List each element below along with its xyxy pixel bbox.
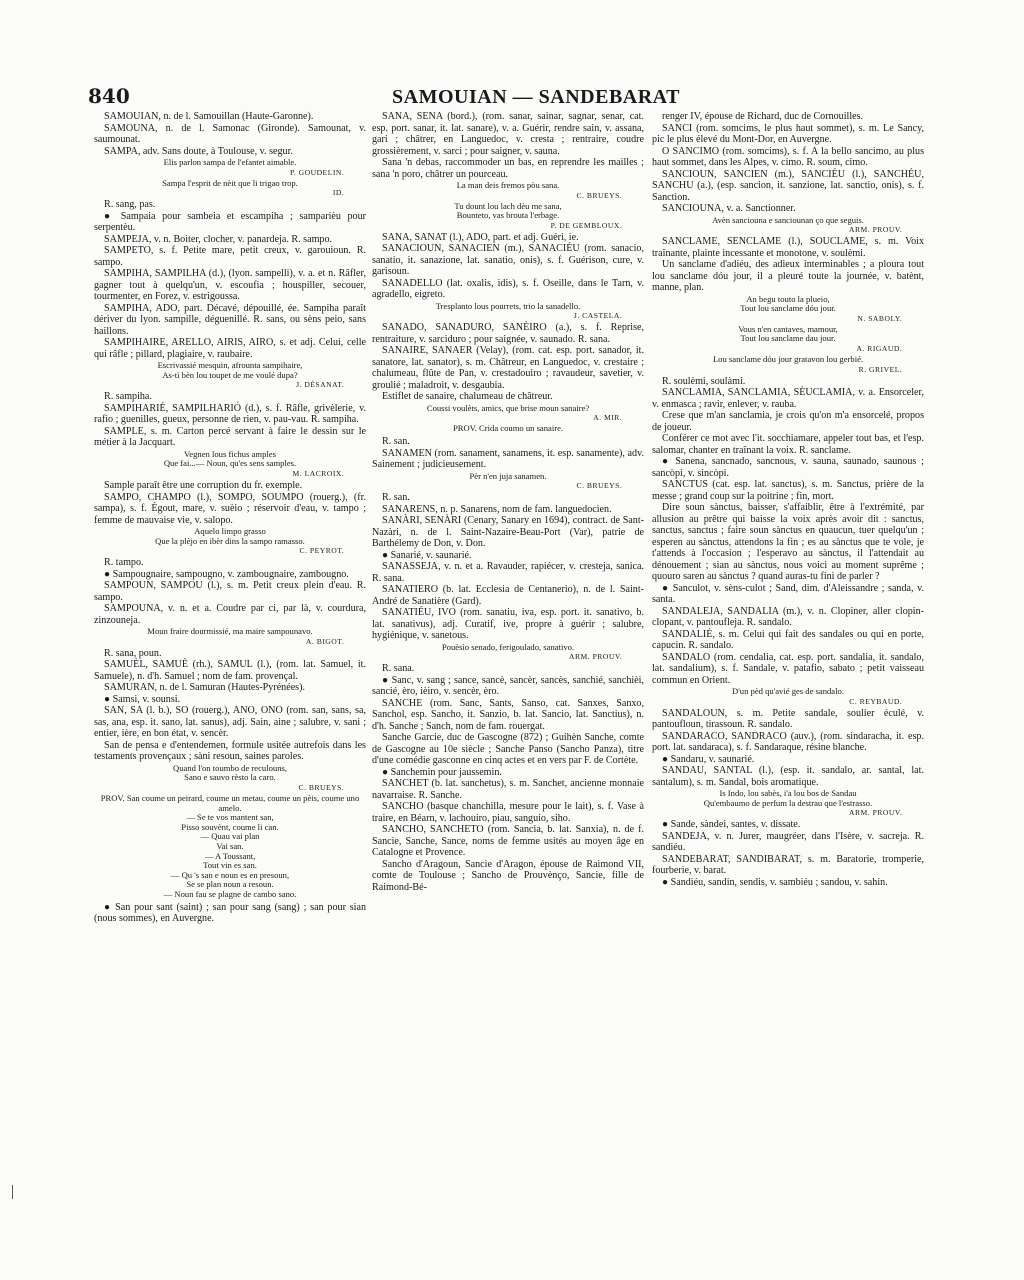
quotation-line: Coussi voulèts, amics, que brise moun sanaire? [426,402,590,413]
quotation-author: C. BRUEYS. [576,481,623,491]
quotation-line: Tout lou sanclame dóu jour. [740,303,836,314]
quotation-line: Pouèsìo senado, ferigoulado, sanativo. [441,641,575,652]
dictionary-entry: R. sana, poun. [104,647,162,659]
dictionary-entry: R. san. [382,436,410,448]
dictionary-entry: SANÀRI, SENÀRI (Cenary, Sanary en 1694), contract. de Sant-Nazàri, n. de l. Saint-Nazaire-Beau-Port (Var), patrie de Barthélemy de Don, v. Don. [372,515,644,550]
dictionary-entry: ● Sanchemin pour jaussemin. [382,766,502,778]
dictionary-entry: SAMPIHAIRE, ARELLO, AIRIS, AIRO, s. et adj. Celui, celle qui râfle ; pillard, plagiaire, v. raubaire. [94,337,366,360]
quotation-line: Vegnen lous fichus amples [184,448,276,459]
dictionary-entry: SAMPIHA, SAMPILHA (d.), (lyon. sampelli), v. a. et n. Râfler, gagner tout à quelqu'un, v. escoufia ; houspiller, secouer, tourmenter, en Forez, v. estrigoussa. [94,268,366,303]
dictionary-entry: Sancho d'Aragoun, Sancie d'Aragon, épouse de Raimond VII, comte de Toulouse ; Sancho de Prouvènço, Sancie, fille de Raimond-Bé- [372,858,644,893]
quotation-author: M. LACROIX. [292,469,345,479]
dictionary-entry: R. san. [382,492,410,504]
quotation-author: A. RIGAUD. [856,343,903,353]
dictionary-entry: R. sampiha. [104,391,152,403]
quotation [94,158,366,177]
dictionary-entry: SANDAU, SANTAL (l.), (esp. it. sandalo, ar. santal, lat. santalum), s. m. Sandal, bois aromatique. [652,765,924,788]
quotation [652,216,924,235]
quotation-line: — Se te vos mantent san, [186,812,274,823]
dictionary-entry: ● Sanena, sancnado, sancnous, v. sauna, saunado, saunous ; sancòpi, v. sincòpi. [652,456,924,479]
quotation-author: C. BRUEYS. [576,190,623,200]
dictionary-entry: SANCHO, SANCHETO (rom. Sancia, b. lat. Sanxia), n. de f. Sancie, Sanche, Sance, noms de femme usités au moyen âge en Catalogne et Provence. [372,824,644,859]
quotation-line: Pèr n'en juja sanamen. [469,470,547,481]
quotation-line: — A Toussant, [204,850,256,861]
quotation-line: Sano e sauvo rèsto la caro. [184,772,276,783]
quotation-author: ARM. PROUV. [568,652,623,662]
dictionary-entry: SANDARACO, SANDRACO (auv.), (rom. sindaracha, it. esp. port. lat. sandaraca), s. f. Sandaraque, résine blanche. [652,730,924,754]
column-left [94,111,366,1216]
quotation-line: Tu dount lou lach dèu me sana, [454,200,562,211]
running-title: SAMOUIAN — SANDEBARAT [392,86,680,108]
quotation [652,295,924,323]
quotation [372,643,644,662]
dictionary-entry: Sample paraît être une corruption du fr. exemple. [104,480,303,492]
quotation [652,355,924,374]
dictionary-entry: SANA, SANAT (l.), ADO, part. et adj. Guéri, ie. [382,231,579,243]
dictionary-entry: R. soulèmi, soulàmi. [662,375,746,387]
quotation [94,527,366,555]
dictionary-entry: SANADO, SANADURO, SANÈIRO (a.), s. f. Reprise, rentraiture, v. sarciduro ; pour saignée, v. saunado. R. sana. [372,322,644,345]
quotation-line: D'un pèd qu'avié ges de sandalo. [732,686,844,697]
dictionary-entry: Dire soun sànctus, baisser, s'affaiblir, être à l'extrémité, par allusion au prêtre qui baisse la voix après avoir dit : sanctus, sanctus, sanctus ; faire soun sànctus en quaucun, tuer quelqu'un ; esperen au sànctus, attendons la fin ; es au sànctus que te vole, je t'attends à l'occasion ; l'esperavo au sànctus, il l'attendait au dénouement ; sian au sànctus, nous voici au moment suprême ; quouro saren au sànctus ? quand auras-tu fini de parler ? [652,502,924,583]
dictionary-entry: SAMUÈL, SAMUÈ (rh.), SAMUL (l.), (rom. lat. Samuel, it. Samuele), n. d'h. Samuel ; nom de fam. provençal. [94,659,366,682]
quotation [652,789,924,817]
dictionary-entry: Un sanclame d'adiéu, des adieux interminables ; a ploura tout lou sanclame dóu jour, il a pleuré toute la journée, v. batènt, manne, plan. [652,259,924,294]
quotation-line: Vai san. [216,841,244,851]
dictionary-entry: Conférer ce mot avec l'it. socchiamare, appeler tout bas, et l'esp. salomar, chanter en traînant la voix. R. sanclame. [652,433,924,456]
dictionary-entry: SANCHE (rom. Sanc, Sants, Sanso, cat. Sanxes, Sanxo, Sanchol, esp. Sancho, it. Sanzio, b. lat. Sancio, lat. Sanctius), n. d'h. Sanche ; Sanch, nom de fam. rouergat. [372,697,644,732]
page-number: 840 [88,84,130,108]
quotation-author: C. REYBAUD. [849,696,903,706]
dictionary-entry: SANCIOUN, SANCIEN (m.), SANCIÉU (l.), SANCHÉU, SANCHU (a.), (esp. sancion, it. sanzione, lat. sanctio, onis), s. f. Sanction. [652,168,924,203]
dictionary-entry: SANDALIÉ, s. m. Celui qui fait des sandales ou qui en porte, capucin. R. sandalo. [652,628,924,652]
dictionary-entry: SANA, SENA (bord.), (rom. sanar, sainar, sagnar, senar, cat. esp. port. sanar, it. lat. sanare), v. a. Guérir, rendre sain, v. assana, gari ; châtrer, en Languedoc, v. cresta ; rentraire, coudre grossièrement, v. sarci ; pour saigner, v. sauna. [372,111,644,157]
dictionary-entry: SANATIERO (b. lat. Ecclesia de Centanerio), n. de l. Saint-André de Sanatière (Gard). [372,584,644,607]
quotation-line: Se se plan noun a resoun. [186,879,274,890]
quotation-author: J. CASTELA. [573,311,623,321]
dictionary-entry: SAMPOUNA, v. n. et a. Coudre par ci, par là, v. courdura, zinzouneja. [94,603,366,626]
dictionary-entry: SAMOUNA, n. de l. Samonac (Gironde). Samounat, v. saumounat. [94,122,366,145]
quotation-author: C. PEYROT. [299,546,345,556]
quotation-line: — Qu 's san e noun es en presoun, [170,869,290,880]
quotation-line: PROV. Crida coumo un sanaire. [452,423,564,434]
dictionary-entry: ● Sanc, v. sang ; sance, sancè, sancèr, sancès, sanchié, sanchièi, sancié, èro, ièiro, v. sencèr, èro. [372,674,644,698]
quotation-author: A. MIR. [593,413,623,423]
dictionary-entry: ● Sande, sàndei, santes, v. dissate. [662,819,801,831]
dictionary-entry: SANASSEJA, v. n. et a. Ravauder, rapiécer, v. cresteja, sanica. R. sana. [372,561,644,584]
quotation-author: ARM. PROUV. [848,808,903,818]
dictionary-entry: ● Sanarié, v. saunarié. [382,549,472,561]
dictionary-entry: Sanche Garcie, duc de Gascogne (872) ; Guihèn Sanche, comte de Gascogne au 10e siècle ; Sanche Panso (Sancho Panza), titre d'une comédie gasconne en cinq actes et en vers par F. de Cortète. [372,732,644,767]
quotation-line: — Noun fau se plagne de cambo sano. [163,888,297,899]
dictionary-entry: SAMPIHA, ADO, part. Décavé, dépouillé, ée. Sampiha paraît dériver du lyon. sampille, déguenillé. R. sans, ou sèns peio, sans haillons. [94,302,366,337]
dictionary-entry: ● Sandiéu, sandin, sendis, v. sambiéu ; sandou, v. sahin. [662,876,888,888]
dictionary-entry: ● Samsi, v. sounsi. [104,693,181,705]
dictionary-entry: O SANCIMO (rom. somcims), s. f. A la bello sancimo, au plus haut sommet, dans les Alpes, v. cimo. R. soum, cimo. [652,145,924,168]
quotation-line: La man deis fremos pòu sana. [456,180,560,190]
quotation [372,424,644,434]
dictionary-entry: SAMPOUN, SAMPOU (l.), s. m. Petit creux plein d'eau. R. sampo. [94,580,366,603]
quotation-author: J. DÉSANAT. [296,380,345,390]
quotation-line: Vous n'en cantaves, mamour, [738,323,838,334]
dictionary-entry: ● Sampaia pour sambeia et escampiha ; samparièu pour serpentèu. [94,210,366,234]
quotation-line: As-tì bèn lou toupet de me voulé dupa? [162,369,298,380]
quotation-line: Tout lou sanclame dau jour. [740,333,836,344]
dictionary-entry: SANAIRE, SANAER (Velay), (rom. cat. esp. port. sanador, it. sanatore, lat. sanator), s. m. Châtreur, en Languedoc, v. crestaire ; chalumeau, flûte de Pan, v. crestadouiro ; ravaudeur, savetier, v. groulié ; maladroit, v. desgaubia. [372,345,644,391]
column-middle [372,111,644,1216]
dictionary-entry: SANCHO (basque chanchilla, mesure pour le lait), s. f. Vase à traire, en Béarn, v. lachouiro, piau, sanguio, siho. [372,801,644,824]
dictionary-entry: SAMPO, CHAMPO (l.), SOMPO, SOUMPO (rouerg.), (fr. sampa), s. f. Égout, mare, v. suèio ; réservoir d'eau, v. tampo ; femme de mauvaise vie, v. salopo. [94,491,366,526]
quotation-line: Bounteto, vas brouta l'erbage. [456,210,560,221]
quotation-author: A. BIGOT. [305,636,345,646]
dictionary-entry: SANCLAME, SENCLAME (l.), SOUCLAME, s. m. Voix traînante, plainte incessante et monotone, v. soulèmi. [652,236,924,259]
quotation [372,181,644,200]
dictionary-entry: SANDALO (rom. cendalia, cat. esp. port. sandalia, it. sandalo, lat. sandalium), s. f. Sandale, v. patafio, sabato ; petit vaisseau commun en Orient. [652,651,924,686]
dictionary-entry: R. sang, pas. [104,199,156,211]
dictionary-entry: SANCTUS (cat. esp. lat. sanctus), s. m. Sanctus, prière de la messe ; grand coup sur la poitrine ; fin, mort. [652,479,924,502]
quotation-author: ID. [332,188,345,198]
quotation-author: P. DE GEMBLOUX. [550,220,623,230]
dictionary-entry: SAMOUIAN, n. de l. Samouillan (Haute-Garonne). [104,111,314,122]
dictionary-entry: ● Sampougnaire, sampougno, v. zambougnaire, zambougno. [104,568,349,580]
dictionary-entry: SANARENS, n. p. Sanarens, nom de fam. languedocien. [382,503,612,515]
quotation [94,450,366,478]
quotation-line: PROV. San coume un peirard, coume un metau, coume un pèis, coume uno amelo. [100,793,360,813]
dictionary-entry: ● Sandaru, v. saunarié. [662,753,755,765]
quotation-line: Qu'embaumo de perfum la destrau que l'estrasso. [703,797,873,808]
dictionary-entry: R. sana. [382,663,415,675]
dictionary-entry: SAN, SA (l. b.), SO (rouerg.), ANO, ONO (rom. san, sans, sa, sas, ana, esp. it. sano, lat. sanus), adj. Sain, aine ; salubre, v. sani ; entier, ière, en bon état, v. sencèr. [94,705,366,740]
quotation-line: Sampa l'esprit de nèit que li trigao trop. [162,177,298,188]
dictionary-entry: Sana 'n debas, raccommoder un bas, en reprendre les mailles ; sana 'n poro, châtrer un pourceau. [372,157,644,180]
quotation-line: Avèn sanciouna e sanciounan ço que seguis. [712,214,864,225]
quotation [94,179,366,198]
quotation [94,794,366,900]
dictionary-entry: SAMURAN, n. de l. Samuran (Hautes-Pyrénées). [104,682,305,694]
quotation-line: Escrivassié mesquin, afrounta sampihaire, [157,360,303,371]
quotation-line: Is Indo, lou sabès, i'a lou bos de Sandau [719,788,857,799]
quotation [94,361,366,389]
quotation-author: R. GRIVEL. [858,364,903,374]
quotation-author: P. GOUDELIN. [289,167,345,177]
quotation-line: Pisso souvènt, coume li can. [181,821,279,832]
column-right [652,111,924,1216]
quotation [94,764,366,792]
quotation [372,404,644,423]
dictionary-entry: SANDALOUN, s. m. Petite sandale, soulier éculé, v. pantoufloun, tirassoun. R. sandalo. [652,707,924,731]
dictionary-entry: SANCI (rom. somcims, le plus haut sommet), s. m. Le Sancy, pic le plus élevé du Mont-Dor, en Auvergne. [652,122,924,145]
dictionary-entry: SANDEJA, v. n. Jurer, maugréer, dans l'Isère, v. sacreja. R. sandiéu. [652,830,924,854]
quotation [652,687,924,706]
quotation-line: Tout vin es san. [203,860,257,871]
quotation-author: C. BRUEYS. [298,783,345,793]
quotation-line: Tresplanto lous pourrets, trio la sanadello. [435,300,581,311]
quotation-author: N. SABOLY. [857,313,903,323]
margin-mark [12,1185,13,1199]
dictionary-entry: SAMPIHARIÉ, SAMPILHARIÓ (d.), s. f. Râfle, grivèlerie, v. rafìo ; guenilles, gueux, personne de rien, v. pau-vau. R. sampiha. [94,402,366,426]
dictionary-entry: SANATIÉU, IVO (rom. sanatiu, iva, esp. port. it. sanativo, b. lat. sanativus), adj. Curatif, ive, propre à guérir ; salubre, hygiénique, v. sanetous. [372,607,644,642]
dictionary-entry: R. tampo. [104,557,144,569]
dictionary-entry: SANCLAMIA, SANCLAMIA, SÈUCLAMIA, v. a. Ensorceler, v. enmasca ; ravir, enlever, v. rauba. [652,387,924,410]
quotation-line: Que la plèjo en ibèr dins la sampo ramasso. [155,535,305,546]
dictionary-entry: ● San pour sant (saint) ; san pour sang (sang) ; san pour sian (nous sommes), en Auvergne. [94,901,366,925]
quotation [372,302,644,321]
dictionary-entry: SANCIOUNA, v. a. Sanctionner. [662,203,796,214]
dictionary-entry: San de pensa e d'entendemen, formule usitée autrefois dans les testaments provençaux ; sàni resoun, saines paroles. [94,739,366,763]
quotation-line: Moun fraire dourmissié, ma maire sampounavo. [147,626,313,637]
quotation-line: Elis parlon sampa de l'efantet aimable. [163,157,297,167]
dictionary-entry: SAMPETO, s. f. Petite mare, petit creux, v. garouioun. R. sampo. [94,245,366,268]
quotation-line: Lou sanclame dóu jour gratavon lou gerbié. [712,353,864,364]
quotation-line: — Quau vai plan [200,831,260,842]
dictionary-entry: SAMPLE, s. m. Carton percé servant à faire le dessin sur le métier à la Jacquart. [94,425,366,449]
dictionary-entry: SANCHET (b. lat. sanchetus), s. m. Sanchet, ancienne monnaie navarraise. R. Sanche. [372,778,644,801]
dictionary-entry: SANDEBARAT, SANDIBARAT, s. m. Baratorie, tromperie, fourberie, v. barat. [652,853,924,877]
dictionary-entry: SANACIOUN, SANACIEN (m.), SANACIÉU (rom. sanacio, sanatio, it. sanazione, lat. sanatio, onis), s. f. Guérison, cure, v. garisoun. [372,243,644,278]
dictionary-entry: Estiflet de sanaire, chalumeau de châtreur. [382,391,553,403]
quotation-line: Aquelo limpo grasso [194,526,266,537]
quotation [372,472,644,491]
dictionary-entry: ● Sanculot, v. sèns-culot ; Sand, dim. d'Aleissandre ; sanda, v. santa. [652,582,924,606]
quotation [652,325,924,353]
page-header [88,84,984,110]
quotation-line: An begu touto la plueio, [746,293,830,304]
dictionary-entry: SANDALEJA, SANDALIA (m.), v. n. Clopiner, aller clopin-clopant, v. pantoufleja. R. sandalo. [652,605,924,629]
dictionary-entry: SAMPEJA, v. n. Boiter, clocher, v. panardeja. R. sampo. [104,233,333,245]
quotation [372,202,644,230]
quotation-author: ARM. PROUV. [848,225,903,235]
quotation-line: Quand l'on toumbo de reculouns, [173,762,287,773]
dictionary-entry: SANAMEN (rom. sanament, sanamens, it. esp. sanamente), adv. Sainement ; judicieusement. [372,447,644,471]
dictionary-entry: renger IV, épouse de Richard, duc de Cornouilles. [662,111,864,122]
dictionary-entry: Crese que m'an sanclamia, je crois qu'on m'a ensorcelé, propos de joueur. [652,410,924,433]
quotation-line: Que fai...— Noun, qu'es sens samples. [163,458,297,469]
quotation [94,627,366,646]
dictionary-entry: SANADELLO (lat. oxalis, idis), s. f. Oseille, dans le Tarn, v. agradello, eigreto. [372,277,644,301]
dictionary-entry: SAMPA, adv. Sans doute, à Toulouse, v. segur. [104,145,293,157]
